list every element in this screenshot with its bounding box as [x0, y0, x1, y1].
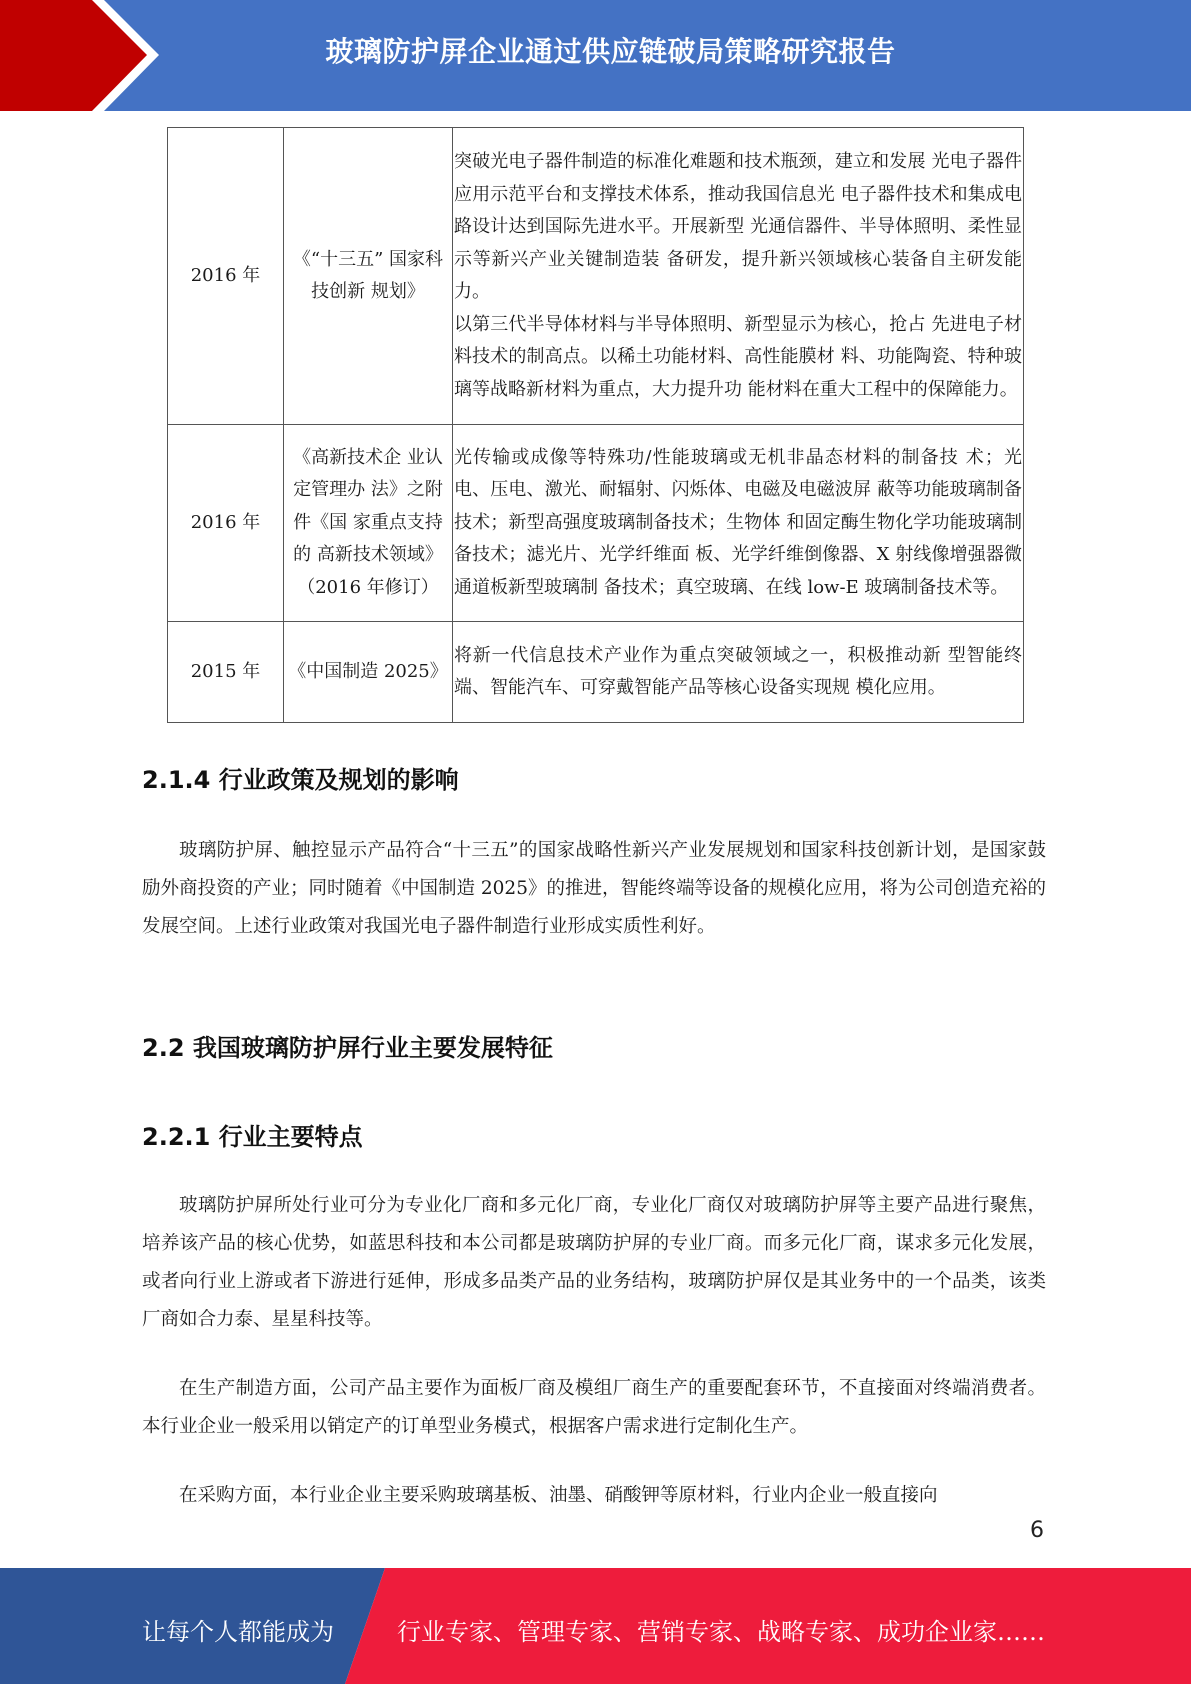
footer-slogan-left: 让每个人都能成为	[142, 1618, 334, 1646]
table-row	[168, 622, 1024, 723]
header-banner	[0, 0, 1191, 111]
content-paragraph: 突破光电子器件制造的标准化难题和技术瓶颈，建立和发展 光电子器件应用示范平台和支撑技术体系，推动我国信息光 电子器件技术和集成电路设计达到国际先进水平。开展新型 光通信器件、半导体照明、柔性显示等新兴产业关键制造装 备研发，提升新兴领域核心装备自主研发能力。	[454, 151, 1022, 302]
document-cell: 《中国制造 2025》	[284, 622, 453, 723]
content-cell	[453, 128, 1024, 425]
table-row	[168, 425, 1024, 622]
policy-table	[167, 127, 1024, 723]
footer-banner	[0, 1568, 1191, 1684]
section-heading-2-2-1: 2.2.1 行业主要特点	[142, 1123, 363, 1151]
document-cell: 《高新技术企 业认定管理办 法》之附件《国 家重点支持的 高新技术领域》（2016 年修订）	[284, 425, 453, 622]
content-paragraph: 将新一代信息技术产业作为重点突破领域之一，积极推动新 型智能终端、智能汽车、可穿戴智能产品等核心设备实现规 模化应用。	[454, 644, 1022, 698]
section-2-2-1-paragraph: 在采购方面，本行业企业主要采购玻璃基板、油墨、硝酸钾等原材料，行业内企业一般直接向	[179, 1485, 938, 1506]
section-2-2-1-paragraph: 玻璃防护屏所处行业可分为专业化厂商和多元化厂商，专业化厂商仅对玻璃防护屏等主要产品进行聚焦，培养该产品的核心优势，如蓝思科技和本公司都是玻璃防护屏的专业厂商。而多元化厂商，谋求多元化发展，或者向行业上游或者下游进行延伸，形成多品类产品的业务结构，玻璃防护屏仅是其业务中的一个品类，该类厂商如合力泰、星星科技等。	[142, 1195, 1046, 1330]
content-cell	[453, 622, 1024, 723]
document-cell: 《“十三五” 国家科技创新 规划》	[284, 128, 453, 425]
content-cell	[453, 425, 1024, 622]
content-paragraph: 以第三代半导体材料与半导体照明、新型显示为核心，抢占 先进电子材料技术的制高点。以稀土功能材料、高性能膜材 料、功能陶瓷、特种玻璃等战略新材料为重点，大力提升功 能材料在重大工程中的保障能力。	[454, 313, 1022, 400]
footer-slogan-right: 行业专家、管理专家、营销专家、战略专家、成功企业家……	[397, 1618, 1045, 1646]
content-paragraph: 光传输或成像等特殊功/性能玻璃或无机非晶态材料的制备技 术；光电、压电、激光、耐辐射、闪烁体、电磁及电磁波屏 蔽等功能玻璃制备技术；新型高强度玻璃制备技术；生物体 和固定酶生物化学功能玻璃制备技术；滤光片、光学纤维面 板、光学纤维倒像器、X 射线像增强器微通道板新型玻璃制 备技术；真空玻璃、在线 low-E 玻璃制备技术等。	[454, 446, 1022, 598]
year-cell: 2015 年	[168, 622, 284, 723]
section-2-2-1-paragraph: 在生产制造方面，公司产品主要作为面板厂商及模组厂商生产的重要配套环节，不直接面对终端消费者。本行业企业一般采用以销定产的订单型业务模式，根据客户需求进行定制化生产。	[142, 1378, 1046, 1437]
year-cell: 2016 年	[168, 425, 284, 622]
report-title: 玻璃防护屏企业通过供应链破局策略研究报告	[325, 35, 896, 68]
section-heading-2-1-4: 2.1.4 行业政策及规划的影响	[142, 766, 459, 794]
page-number: 6	[1030, 1518, 1044, 1543]
section-2-1-4-paragraph: 玻璃防护屏、触控显示产品符合“十三五”的国家战略性新兴产业发展规划和国家科技创新计划，是国家鼓励外商投资的产业；同时随着《中国制造 2025》的推进，智能终端等设备的规模化应用，将为公司创造充裕的发展空间。上述行业政策对我国光电子器件制造行业形成实质性利好。	[142, 840, 1046, 937]
table-row	[168, 128, 1024, 425]
year-cell: 2016 年	[168, 128, 284, 425]
section-heading-2-2: 2.2 我国玻璃防护屏行业主要发展特征	[142, 1034, 553, 1062]
